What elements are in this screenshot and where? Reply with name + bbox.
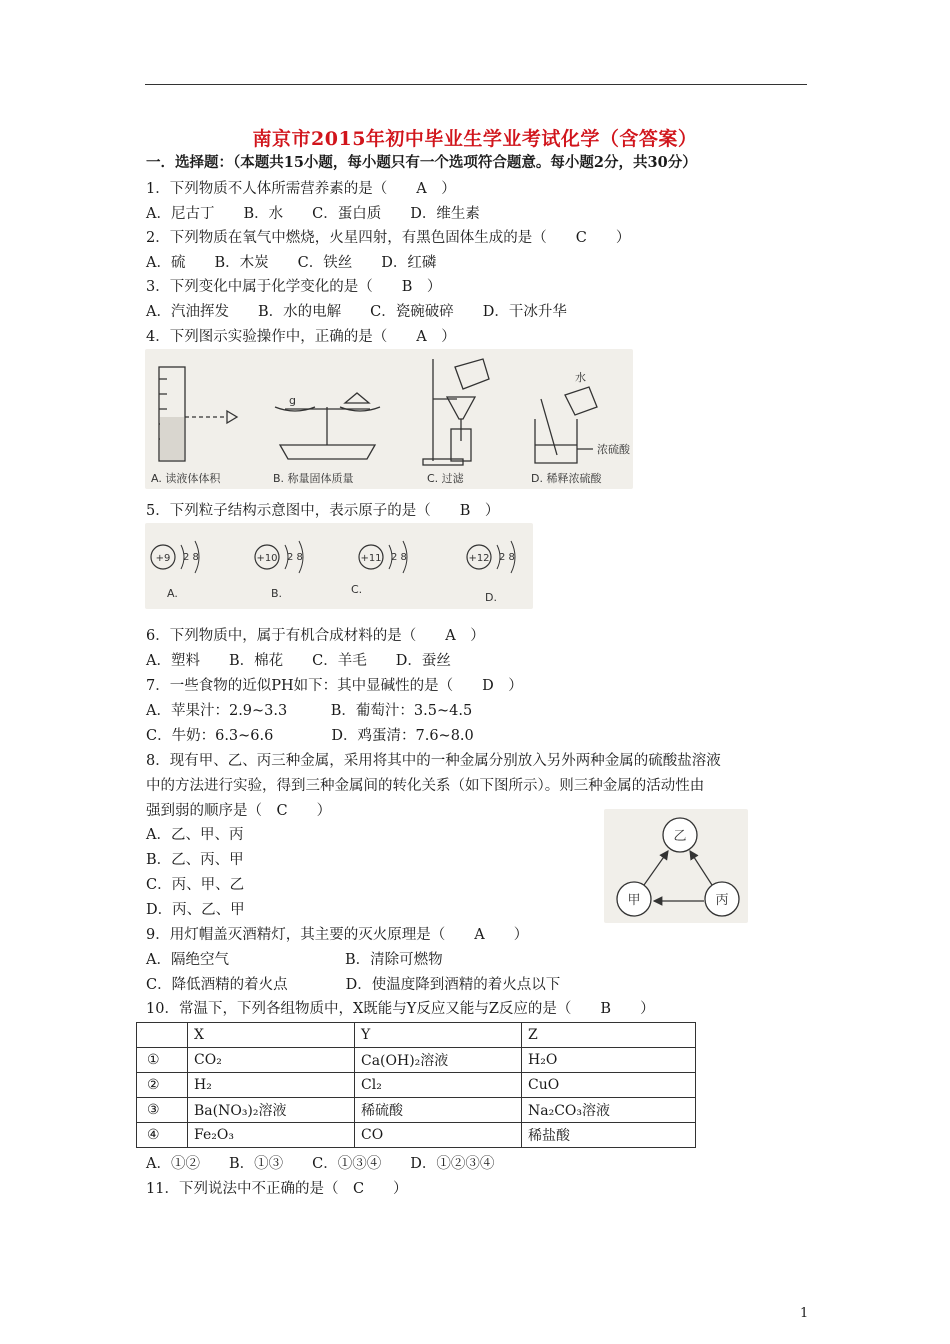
table-row: ① CO₂ Ca(OH)₂溶液 H₂O — [137, 1048, 696, 1073]
node-jia-label: 甲 — [627, 893, 641, 908]
q4-acid-label: 浓硫酸 — [597, 443, 630, 456]
question-3: 3．下列变化中属于化学变化的是（ B ） — [146, 279, 442, 295]
table-row: ③ Ba(NO₃)₂溶液 稀硫酸 Na₂CO₃溶液 — [137, 1098, 696, 1123]
balance-icon — [275, 393, 380, 459]
q4-water-label: 水 — [575, 371, 586, 384]
q10-table — [136, 1022, 696, 1148]
atom-diagram-b — [255, 541, 303, 600]
question-6-options: A．塑料 B．棉花 C．羊毛 D．蚕丝 — [146, 653, 451, 669]
question-8-line-2: 中的方法进行实验，得到三种金属间的转化关系（如下图所示）。则三种金属的活动性由 — [146, 778, 705, 794]
question-7-options-ab: A．苹果汁：2.9~3.3 B．葡萄汁：3.5~4.5 — [146, 703, 473, 719]
q4-label-b: B. 称量固体质量 — [273, 472, 354, 485]
question-9-options-ab: A．隔绝空气 B．清除可燃物 — [146, 952, 443, 968]
question-10-options: A．①② B．①③ C．①③④ D．①②③④ — [146, 1156, 495, 1172]
svg-text:g: g — [289, 394, 296, 407]
question-8-option-b: B．乙、丙、甲 — [146, 852, 244, 868]
node-bing-label: 丙 — [715, 893, 729, 908]
question-8-option-d: D．丙、乙、甲 — [146, 902, 245, 918]
question-3-options: A．汽油挥发 B．水的电解 C．瓷碗破碎 D．干冰升华 — [146, 304, 567, 320]
question-9-options-cd: C．降低酒精的着火点 D．使温度降到酒精的着火点以下 — [146, 977, 561, 993]
question-4: 4．下列图示实验操作中，正确的是（ A ） — [146, 329, 456, 345]
atom-diagram-a — [151, 541, 199, 600]
question-1-options: A．尼古丁 B．水 C．蛋白质 D．维生素 — [146, 206, 480, 222]
node-yi-label: 乙 — [673, 829, 687, 844]
question-2: 2．下列物质在氧气中燃烧，火星四射，有黑色固体生成的是（ C ） — [146, 230, 631, 246]
atom-diagram-d — [467, 541, 515, 604]
section-heading: 一．选择题：（本题共15小题，每小题只有一个选项符合题意。每小题2分，共30分） — [146, 154, 697, 171]
question-8-option-c: C．丙、甲、乙 — [146, 877, 245, 893]
question-2-options: A．硫 B．木炭 C．铁丝 D．红磷 — [146, 255, 437, 271]
q4-label-c: C. 过滤 — [427, 472, 464, 485]
svg-text:2 8: 2 8 — [499, 552, 515, 563]
table-row: ② H₂ Cl₂ CuO — [137, 1073, 696, 1098]
q4-lab-figure — [145, 349, 633, 489]
svg-text:+12: +12 — [468, 553, 490, 564]
question-1: 1．下列物质不人体所需营养素的是（ A ） — [146, 181, 456, 197]
header-rule — [145, 84, 807, 85]
q8-metal-diagram — [604, 809, 748, 923]
svg-text:D.: D. — [485, 591, 497, 604]
svg-text:2 8: 2 8 — [391, 552, 407, 563]
question-9: 9．用灯帽盖灭酒精灯，其主要的灭火原理是（ A ） — [146, 927, 529, 943]
question-5: 5．下列粒子结构示意图中，表示原子的是（ B ） — [146, 503, 500, 519]
table-row: ④ Fe₂O₃ CO 稀盐酸 — [137, 1123, 696, 1148]
svg-text:2 8: 2 8 — [287, 552, 303, 563]
filter-stand-icon — [423, 359, 489, 465]
q4-label-d: D. 稀释浓硫酸 — [531, 472, 602, 485]
question-11: 11．下列说法中不正确的是（ C ） — [146, 1181, 408, 1197]
question-7-options-cd: C．牛奶：6.3~6.6 D．鸡蛋清：7.6~8.0 — [146, 728, 474, 744]
question-7: 7．一些食物的近似PH如下：其中显碱性的是（ D ） — [146, 678, 523, 694]
q4-label-a: A. 读液体体积 — [151, 472, 221, 485]
question-10: 10．常温下，下列各组物质中，X既能与Y反应又能与Z反应的是（ B ） — [146, 1001, 655, 1017]
svg-text:C.: C. — [351, 583, 363, 596]
svg-text:A.: A. — [167, 587, 178, 600]
svg-text:+11: +11 — [360, 553, 382, 564]
question-8-option-a: A．乙、甲、丙 — [146, 827, 244, 843]
page-title: 南京市2015年初中毕业生学业考试化学（含答案） — [252, 128, 698, 150]
page-number: 1 — [800, 1306, 809, 1321]
svg-text:B.: B. — [271, 587, 283, 600]
svg-text:+10: +10 — [256, 553, 278, 564]
question-8-line-3: 强到弱的顺序是（ C ） — [146, 803, 332, 819]
cylinder-icon — [159, 367, 237, 461]
question-6: 6．下列物质中，属于有机合成材料的是（ A ） — [146, 628, 485, 644]
beaker-icon — [535, 387, 597, 463]
table-header-row: X Y Z — [137, 1023, 696, 1048]
svg-text:2 8: 2 8 — [183, 552, 199, 563]
question-8-line-1: 8．现有甲、乙、丙三种金属，采用将其中的一种金属分别放入另外两种金属的硫酸盐溶液 — [146, 753, 721, 769]
atom-diagram-c — [351, 541, 407, 596]
svg-text:+9: +9 — [155, 553, 171, 564]
q5-atom-figure — [145, 523, 533, 609]
